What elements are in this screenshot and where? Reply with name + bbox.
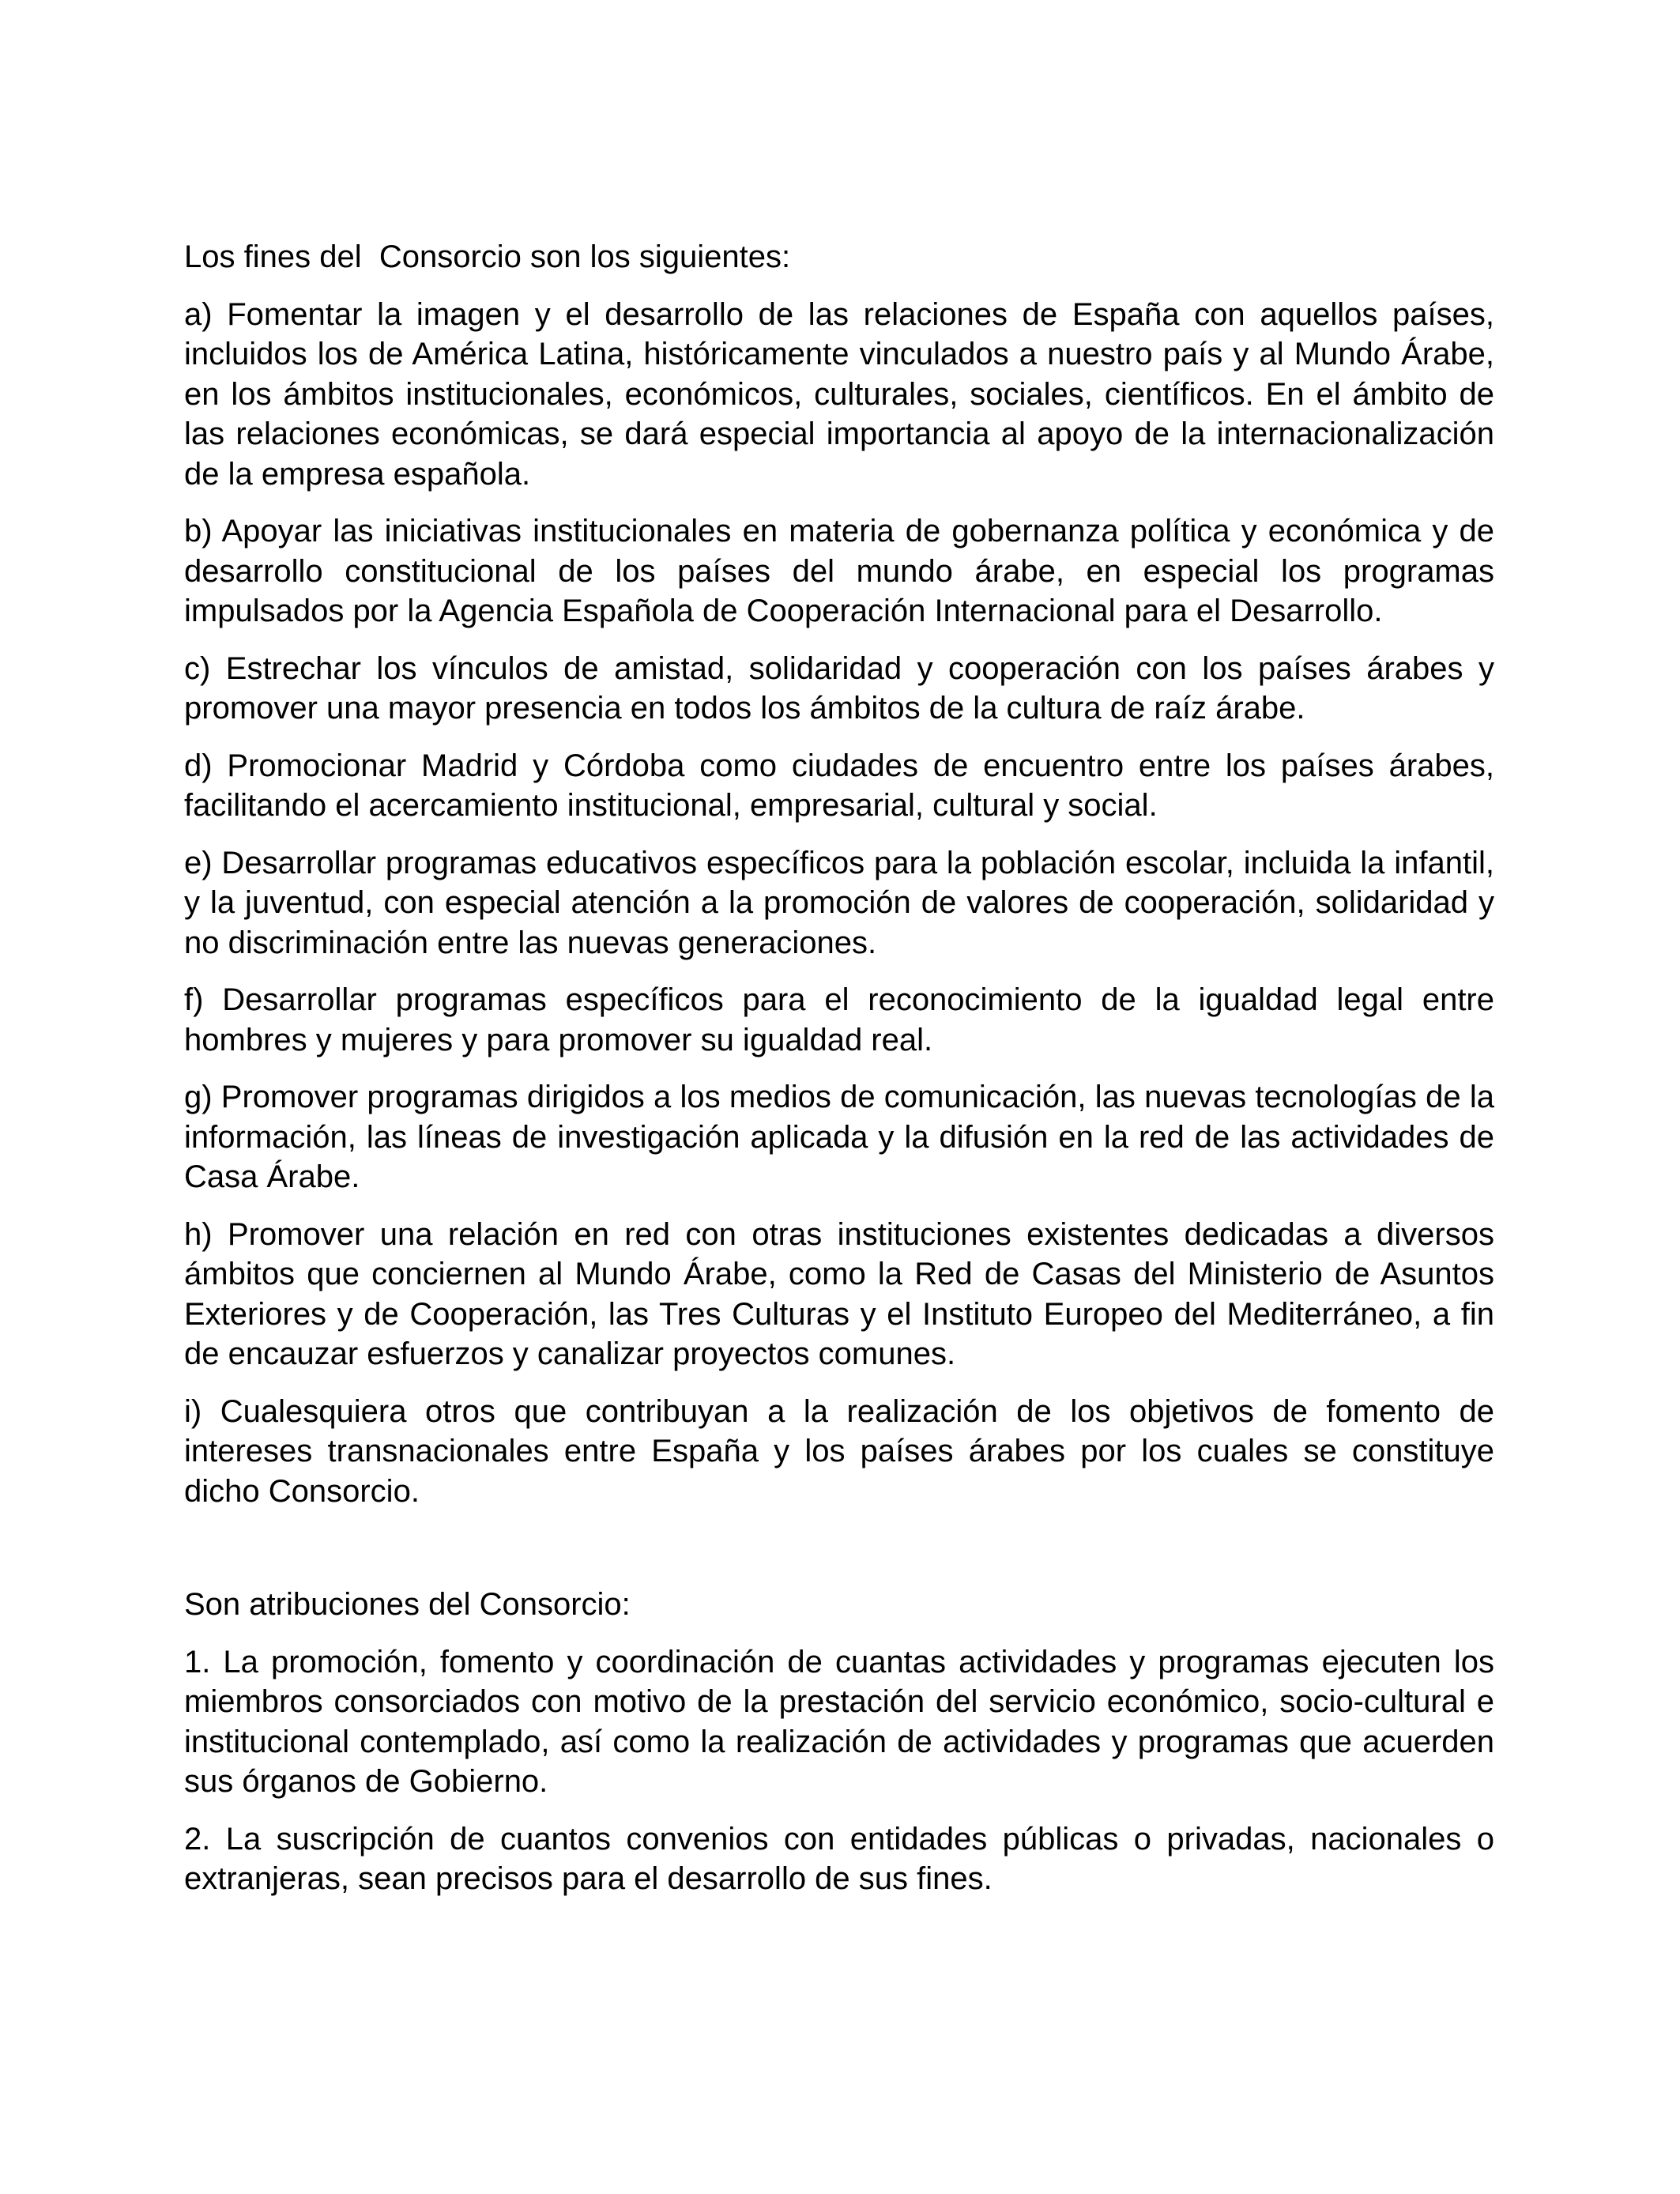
section-heading-atribuciones: Son atribuciones del Consorcio: xyxy=(184,1587,631,1622)
fin-item-a: a) Fomentar la imagen y el desarrollo de las relaciones de España con aquellos países, incluidos los de América Latina, históricamente vinculados a nuestro país y al Mundo Árabe, en los ámbitos institucionales, económicos, culturales, sociales, científicos. En el ámbito de las relaciones económicas, se dará especial importancia al apoyo de la internacionalización de la empresa española. xyxy=(184,296,1494,492)
fin-item-g: g) Promover programas dirigidos a los medios de comunicación, las nuevas tecnologías de la información, las líneas de investigación aplicada y la difusión en la red de las actividades de Casa Árabe. xyxy=(184,1080,1494,1194)
section-spacer xyxy=(184,1529,1494,1585)
fin-item-h: h) Promover una relación en red con otras instituciones existentes dedicadas a diversos ámbitos que conciernen al Mundo Árabe, como la Red de Casas del Ministerio de Asuntos Exteriores y de Cooperación, las Tres Culturas y el Instituto Europeo del Mediterráneo, a fin de encauzar esfuerzos y canalizar proyectos comunes. xyxy=(184,1216,1494,1371)
atribucion-item-1: 1. La promoción, fomento y coordinación de cuantas actividades y programas ejecuten los miembros consorciados con motivo de la prestación del servicio económico, socio-cultural e institucional contemplado, así como la realización de actividades y programas que acuerden sus órganos de Gobierno. xyxy=(184,1644,1494,1799)
fin-item-e: e) Desarrollar programas educativos específicos para la población escolar, incluida la infantil, y la juventud, con especial atención a la promoción de valores de cooperación, solidaridad y no discriminación entre las nuevas generaciones. xyxy=(184,845,1494,960)
fin-item-c: c) Estrechar los vínculos de amistad, solidaridad y cooperación con los países árabes y promover una mayor presencia en todos los ámbitos de la cultura de raíz árabe. xyxy=(184,650,1494,726)
fin-item-b: b) Apoyar las iniciativas institucionales en materia de gobernanza política y económica y de desarrollo constitucional de los países del mundo árabe, en especial los programas impulsados por la Agencia Española de Cooperación Internacional para el Desarrollo. xyxy=(184,514,1494,628)
section-heading-fines: Los fines del Consorcio son los siguientes: xyxy=(184,239,791,274)
fin-item-i: i) Cualesquiera otros que contribuyan a la realización de los objetivos de fomento de intereses transnacionales entre España y los países árabes por los cuales se constituye dicho Consorcio. xyxy=(184,1393,1494,1509)
atribucion-item-2: 2. La suscripción de cuantos convenios con entidades públicas o privadas, nacionales o extranjeras, sean precisos para el desarrollo de sus fines. xyxy=(184,1821,1494,1896)
document-body xyxy=(184,237,1494,1917)
fin-item-f: f) Desarrollar programas específicos para el reconocimiento de la igualdad legal entre hombres y mujeres y para promover su igualdad real. xyxy=(184,982,1494,1057)
fin-item-d: d) Promocionar Madrid y Córdoba como ciudades de encuentro entre los países árabes, facilitando el acercamiento institucional, empresarial, cultural y social. xyxy=(184,748,1494,823)
